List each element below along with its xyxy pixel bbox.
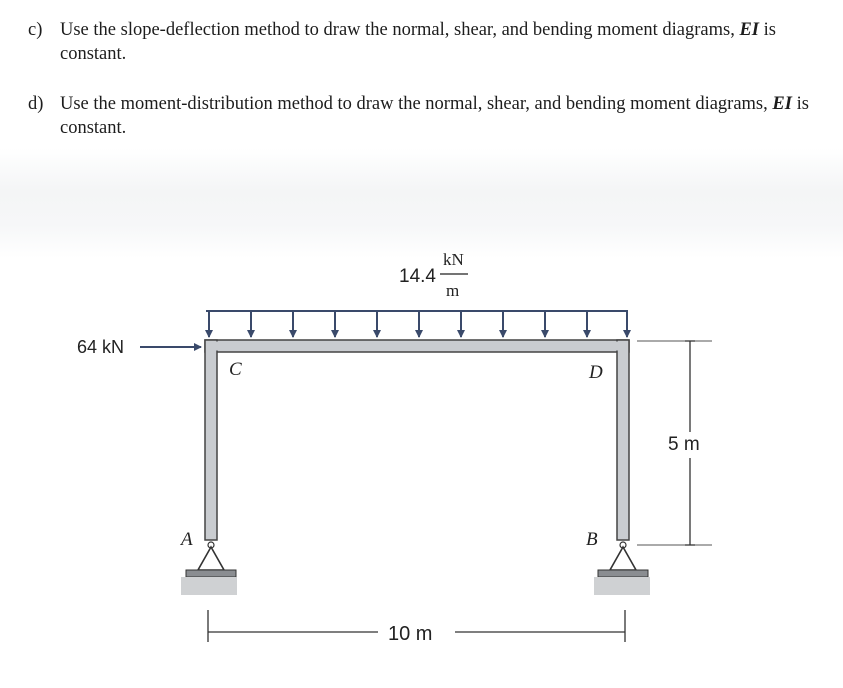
udl-value: 14.4 [399, 266, 436, 287]
node-label-d: D [589, 362, 603, 383]
node-label-b: B [586, 529, 598, 550]
question-d-label: d) [28, 94, 44, 114]
node-label-c: C [229, 359, 242, 380]
pin-support-b [594, 542, 650, 595]
span-dimension-label: 10 m [388, 623, 433, 645]
height-dimension-label: 5 m [668, 434, 700, 455]
ei-symbol: EI [739, 20, 760, 40]
node-label-a: A [181, 529, 193, 550]
ei-symbol: EI [772, 94, 792, 114]
udl-unit-numerator: kN [443, 250, 464, 269]
column-ac [205, 340, 217, 540]
question-c-text: Use the slope-deflection method to draw the normal, shear, and bending moment diagrams, EI is constant. [60, 20, 776, 64]
point-load-label: 64 kN [77, 337, 125, 357]
column-bd [617, 340, 629, 540]
udl-unit-denominator: m [446, 281, 460, 300]
question-c-label: c) [28, 20, 43, 40]
joint-fill [207, 342, 628, 351]
udl-arrows [209, 311, 627, 337]
question-d-text: Use the moment-distribution method to draw the normal, shear, and bending moment diagrams, EI is constant. [60, 94, 809, 138]
